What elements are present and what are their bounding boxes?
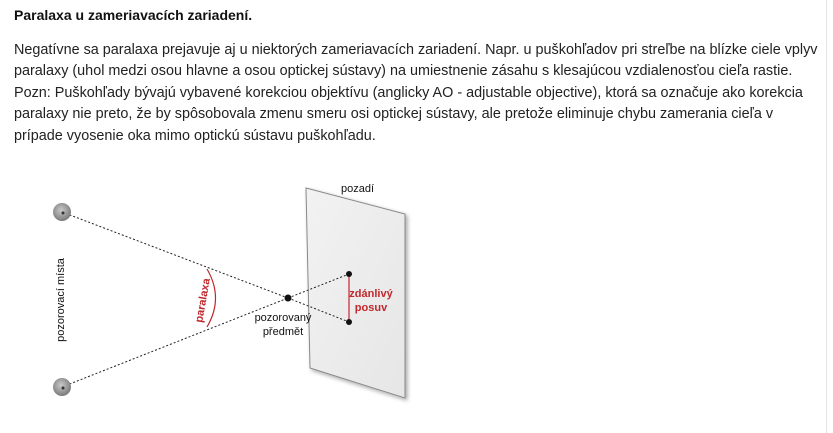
observation-points-label: pozorovací místa bbox=[55, 258, 67, 342]
article-paragraph: Negatívne sa paralaxa prejavuje aj u niektorých zameriavacích zariadení. Napr. u puškohľadov pri streľbe na blízke ciele vplyv paralaxy (uhol medzi osou hlavne a osou optickej sústavy) na umiestnenie zásahu s klesajúcou vzdialenosťou cieľa rastie. Pozn: Puškohľady bývajú vybavené korekciou objektívu (anglicky AO - adjustable objective), ktorá sa označuje ako korekcia paralaxy nie preto, že by spôsobovala zmenu smeru osi optickej sústavy, ale pretože eliminuje chybu zamerania cieľa v prípade vyosenie oka mimo optickú sústavu puškohľadu. bbox=[14, 42, 818, 144]
section-heading: Paralaxa u zameriavacích zariadení. bbox=[14, 7, 253, 23]
apparent-shift-label-line1: zdánlivý bbox=[349, 288, 393, 300]
apparent-shift-label-line2: posuv bbox=[354, 302, 388, 314]
sight-line-top bbox=[62, 212, 288, 298]
apparent-position-upper bbox=[346, 271, 352, 277]
page-right-border bbox=[826, 0, 827, 433]
observed-object-label-line1: pozorovaný bbox=[254, 312, 312, 324]
background-label: pozadí bbox=[341, 183, 375, 195]
apparent-position-lower bbox=[346, 319, 352, 325]
observed-object-label-line2: předmět bbox=[262, 326, 304, 338]
parallax-label: paralaxa bbox=[193, 277, 213, 324]
observed-object-point bbox=[285, 295, 292, 302]
